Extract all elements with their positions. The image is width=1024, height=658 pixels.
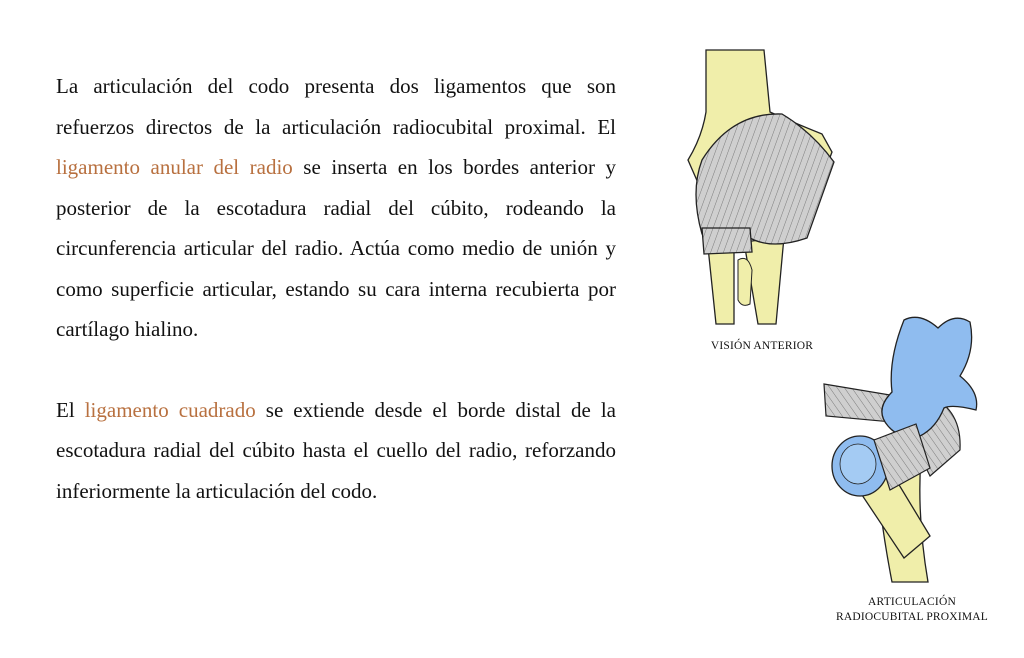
text-column bbox=[56, 66, 616, 511]
annular-ligament-band bbox=[702, 228, 752, 254]
paragraph-annular-ligament bbox=[56, 66, 616, 350]
paragraph1-text-start: La articulación del codo presenta dos ligamentos que son refuerzos directos de la articulación radiocubital proximal. El bbox=[56, 74, 616, 139]
elbow-anterior-illustration bbox=[672, 42, 852, 332]
paragraph2-text-end: se extiende desde el borde distal de la escotadura radial del cúbito hasta el cuello del radio, reforzando inferiormente la articulación del codo. bbox=[56, 397, 616, 503]
term-quadrate-ligament: ligamento cuadrado bbox=[84, 397, 256, 422]
radioulnar-joint-illustration bbox=[812, 300, 992, 590]
paragraph-quadrate-ligament bbox=[56, 390, 616, 512]
term-annular-ligament: ligamento anular del radio bbox=[56, 155, 293, 179]
caption-anterior-view: VISIÓN ANTERIOR bbox=[710, 340, 814, 352]
caption-line-2: RADIOCUBITAL PROXIMAL bbox=[835, 611, 989, 623]
ulnar-notch-cartilage bbox=[882, 317, 977, 437]
caption-line-1: ARTICULACIÓN bbox=[868, 596, 956, 608]
paragraph2-text-start: El bbox=[56, 397, 85, 422]
paragraph1-text-end: se inserta en los bordes anterior y posterior de la escotadura radial del cúbito, rodeando la circunferencia articular del radio. Actúa como medio de unión y como superficie articular, estando su cara interna recubierta por cartílago hialino. bbox=[56, 155, 616, 341]
caption-radioulnar-joint bbox=[812, 595, 1012, 625]
